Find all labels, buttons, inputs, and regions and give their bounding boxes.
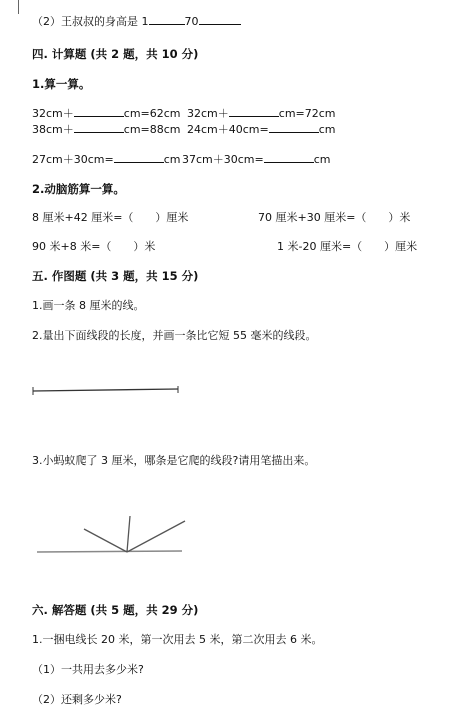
section4-q1-title: 1.算一算。 xyxy=(32,77,91,91)
section6-title: 六. 解答题 (共 5 题，共 29 分) xyxy=(32,603,199,617)
calc-1b-pre: 32cm＋ xyxy=(187,107,229,120)
ant-path-segments xyxy=(37,516,185,552)
calc-3b-post: cm xyxy=(313,153,331,166)
section6-sub2: （2）还剩多少米? xyxy=(32,693,122,706)
section6-sub1: （1）一共用去多少米? xyxy=(32,663,144,676)
section5-q3: 3.小蚂蚁爬了 3 厘米，哪条是它爬的线段?请用笔描出来。 xyxy=(32,454,316,467)
calc-2a-post: cm=88cm xyxy=(123,123,181,136)
calc-2b-pre: 24cm＋40cm= xyxy=(187,123,269,136)
section5-title: 五. 作图题 (共 3 题，共 15 分) xyxy=(32,269,199,283)
section6-q1: 1.一捆电线长 20 米，第一次用去 5 米，第二次用去 6 米。 xyxy=(32,633,323,646)
calc-3a-pre: 27cm＋30cm= xyxy=(32,153,114,166)
calc-1a-pre: 32cm＋ xyxy=(32,107,74,120)
calc-1b-post: cm=72cm xyxy=(278,107,336,120)
measure-segment xyxy=(33,386,178,395)
calc-3b-pre: 37cm＋30cm= xyxy=(182,153,264,166)
calc-1a-post: cm=62cm xyxy=(123,107,181,120)
calc-2b-post: cm xyxy=(318,123,336,136)
section5-q1: 1.画一条 8 厘米的线。 xyxy=(32,299,145,312)
section4-title: 四. 计算题 (共 2 题，共 10 分) xyxy=(32,47,199,61)
convert-eq-3: 90 米+8 米=（ ）米 xyxy=(32,240,156,253)
calc-3a-post: cm xyxy=(163,153,181,166)
q2-height-prefix: （2）王叔叔的身高是 1 xyxy=(32,15,149,28)
section4-q2-title: 2.动脑筋算一算。 xyxy=(32,182,125,196)
q2-height-mid: 70 xyxy=(184,15,199,28)
convert-eq-4: 1 米-20 厘米=（ ）厘米 xyxy=(277,240,418,253)
calc-2a-pre: 38cm＋ xyxy=(32,123,74,136)
convert-eq-1: 8 厘米+42 厘米=（ ）厘米 xyxy=(32,211,189,224)
section5-q2: 2.量出下面线段的长度，并画一条比它短 55 毫米的线段。 xyxy=(32,329,317,342)
convert-eq-2: 70 厘米+30 厘米=（ ）米 xyxy=(258,211,411,224)
